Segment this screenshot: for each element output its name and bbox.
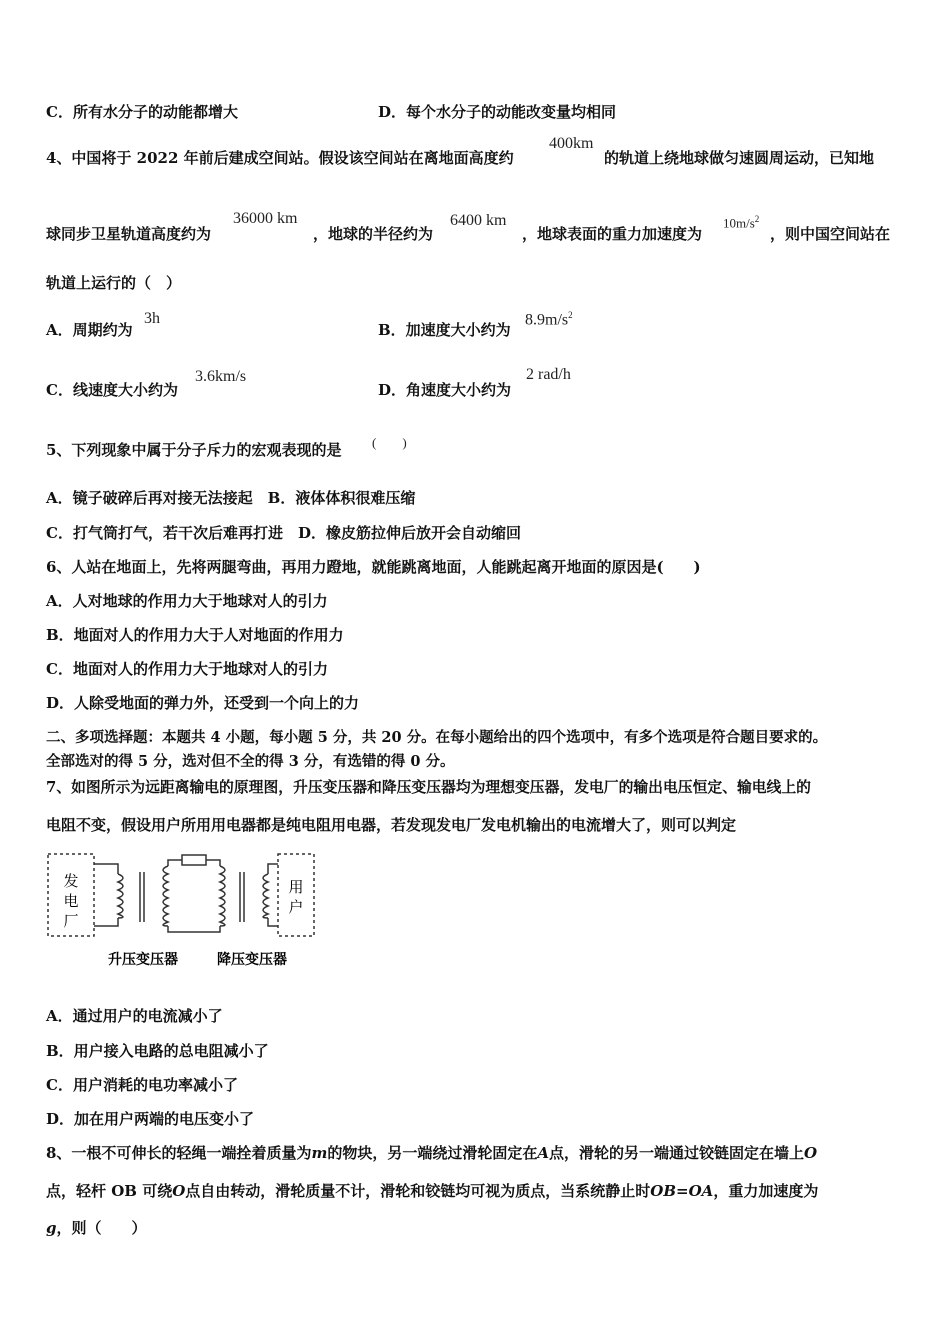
q5-paren: ( ) — [372, 435, 407, 450]
q7-line1: 7、如图所示为远距离输电的原理图，升压变压器和降压变压器均为理想变压器，发电厂的输出电压恒定、输电线上的 — [46, 779, 811, 796]
q4-text: 4、中国将于 2022 年前后建成空间站。假设该空间站在离地面高度约 — [46, 149, 514, 167]
q7-option-a: A．通过用户的电流减小了 — [46, 1007, 223, 1025]
step-up-label: 升压变压器 — [108, 952, 178, 968]
q4-line2-b: ，地球的半径约为 — [313, 225, 434, 243]
point-o-symbol: O — [804, 1144, 818, 1162]
plant-char-1: 发 — [63, 872, 79, 890]
q6-stem: 6、人站在地面上，先将两腿弯曲，再用力蹬地，就能跳离地面，人能跳起离开地面的原因是( ) — [46, 558, 701, 576]
plant-char-2: 电 — [63, 892, 79, 910]
q4-line1-end: 的轨道上绕地球做匀速圆周运动，已知地 — [604, 149, 875, 167]
user-char-1: 用 — [288, 878, 304, 896]
transmission-circuit-diagram — [46, 848, 316, 973]
mass-symbol: m — [311, 1144, 328, 1162]
equality-ob-oa: OB=OA — [650, 1182, 714, 1200]
q4-gravity-10: $10m/s^2$ — [723, 214, 760, 231]
q4-option-c-value: 3.6km/s — [195, 368, 247, 385]
q3-option-d: D．每个水分子的动能改变量均相同 — [378, 103, 617, 121]
q7-option-c: C．用户消耗的电功率减小了 — [46, 1076, 238, 1094]
user-char-2: 户 — [288, 898, 304, 916]
q8-line2: 点，轻杆 OB 可绕O点自由转动，滑轮质量不计，滑轮和铰链均可视为质点，当系统静止时OB=OA，重力加速度为 — [46, 1182, 819, 1200]
gravity-symbol: g — [46, 1219, 57, 1237]
q7-option-d: D．加在用户两端的电压变小了 — [46, 1110, 255, 1128]
q4-option-d-value: 2 rad/h — [526, 366, 571, 383]
q4-option-b: B．加速度大小约为 — [378, 321, 511, 339]
q4-height-36000: 36000 km — [233, 210, 298, 227]
q3-option-c: C．所有水分子的动能都增大 — [46, 103, 238, 121]
step-down-label: 降压变压器 — [217, 952, 287, 968]
q5-options-cd: C．打气筒打气，若干次后难再打进 D．橡皮筋拉伸后放开会自动缩回 — [46, 524, 521, 542]
q4-line2-d: ，则中国空间站在 — [770, 225, 891, 243]
q4-line2-a: 球同步卫星轨道高度约为 — [46, 225, 212, 243]
q4-line3: 轨道上运行的（ ） — [46, 274, 182, 292]
q8-line1: 8、一根不可伸长的轻绳一端拴着质量为m的物块，另一端绕过滑轮固定在A点，滑轮的另一端通过铰链固定在墙上O — [46, 1144, 818, 1162]
q6-option-b: B．地面对人的作用力大于人对地面的作用力 — [46, 626, 344, 644]
q7-option-b: B．用户接入电路的总电阻减小了 — [46, 1042, 269, 1060]
q4-option-b-value: $8.9m/s^2$ — [525, 310, 573, 329]
section2-line2: 全部选对的得 5 分，选对但不全的得 3 分，有选错的得 0 分。 — [46, 753, 455, 770]
q4-line1 — [46, 148, 514, 168]
q6-option-d: D．人除受地面的弹力外，还受到一个向上的力 — [46, 694, 360, 712]
q4-option-a-value: 3h — [144, 310, 160, 327]
q4-option-a: A．周期约为 — [46, 321, 133, 339]
q5-stem: 5、下列现象中属于分子斥力的宏观表现的是 — [46, 441, 342, 459]
q4-option-c: C．线速度大小约为 — [46, 381, 178, 399]
q4-option-d: D．角速度大小约为 — [378, 381, 512, 399]
q4-line2-c: ，地球表面的重力加速度为 — [522, 225, 703, 243]
point-a-symbol: A — [537, 1144, 549, 1162]
q4-height-400: 400km — [549, 135, 594, 152]
q8-line3: g，则（ ） — [46, 1219, 147, 1237]
q7-line2: 电阻不变，假设用户所用用电器都是纯电阻用电器，若发现发电厂发电机输出的电流增大了，则可以判定 — [46, 816, 737, 834]
q6-option-a: A．人对地球的作用力大于地球对人的引力 — [46, 592, 328, 610]
q4-radius-6400: 6400 km — [450, 212, 507, 229]
section2-line1: 二、多项选择题：本题共 4 小题，每小题 5 分，共 20 分。在每小题给出的四个选项中，有多个选项是符合题目要求的。 — [46, 729, 828, 746]
q6-option-c: C．地面对人的作用力大于地球对人的引力 — [46, 660, 328, 678]
plant-char-3: 厂 — [63, 912, 79, 930]
q5-options-ab: A．镜子破碎后再对接无法接起 B．液体体积很难压缩 — [46, 489, 416, 507]
